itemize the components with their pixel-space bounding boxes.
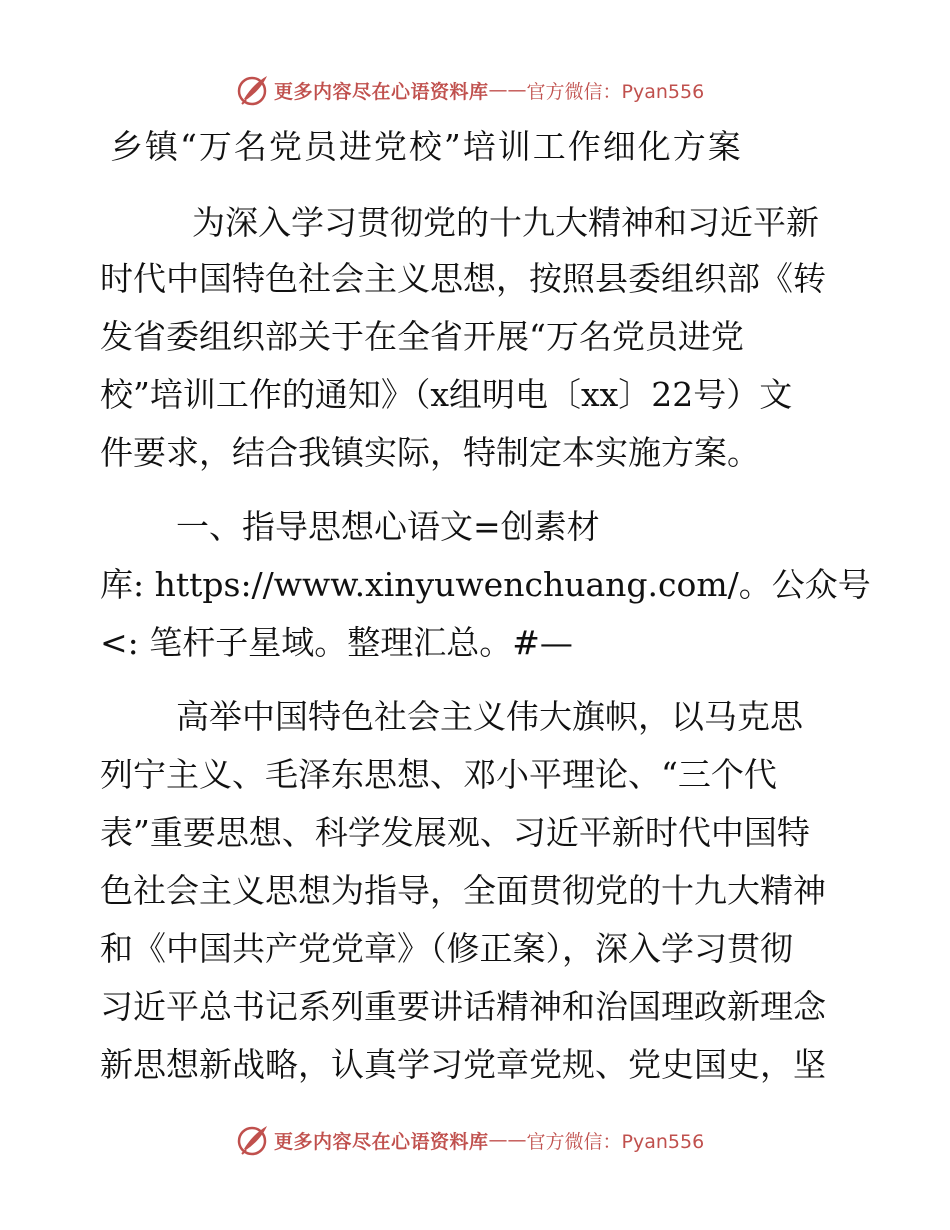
body-line: 校”培训工作的通知》（x组明电〔xx〕22号）文 (100, 375, 793, 414)
feather-pen-logo-icon (236, 1123, 270, 1157)
body-line: 件要求，结合我镇实际，特制定本实施方案。 (100, 433, 760, 472)
body-line: 表”重要思想、科学发展观、习近平新时代中国特 (100, 813, 810, 852)
section-heading: 一、指导思想心语文=创素材 (176, 507, 600, 546)
watermark-official: 官方微信：Pyan556 (526, 80, 705, 103)
body-line: 为深入学习贯彻党的十九大精神和习近平新 (192, 203, 819, 242)
watermark-official: 官方微信：Pyan556 (526, 1130, 705, 1153)
header-watermark (236, 72, 704, 108)
body-line: 色社会主义思想为指导，全面贯彻党的十九大精神 (100, 871, 826, 910)
body-line: 和《中国共产党党章》（修正案），深入学习贯彻 (100, 929, 793, 968)
body-line: 时代中国特色社会主义思想，按照县委组织部《转 (100, 259, 826, 298)
watermark-separator: —— (488, 1129, 527, 1151)
body-line: 库: https://www.xinyuwenchuang.com/。公众号 (100, 565, 871, 604)
body-line: 习近平总书记系列重要讲话精神和治国理政新理念 (100, 987, 826, 1026)
footer-watermark (236, 1122, 704, 1158)
body-line: 高举中国特色社会主义伟大旗帜，以马克思 (176, 697, 803, 736)
watermark-separator: —— (488, 79, 527, 101)
feather-pen-logo-icon (236, 73, 270, 107)
watermark-brand: 更多内容尽在心语资料库 (274, 80, 489, 103)
body-line: 列宁主义、毛泽东思想、邓小平理论、“三个代 (100, 755, 777, 794)
body-line: <: 笔杆子星域。整理汇总。#— (100, 623, 573, 662)
watermark-brand: 更多内容尽在心语资料库 (274, 1130, 489, 1153)
body-line: 发省委组织部关于在全省开展“万名党员进党 (100, 317, 744, 356)
body-line: 新思想新战略，认真学习党章党规、党史国史，坚 (100, 1045, 826, 1084)
document-title: 乡镇“万名党员进党校”培训工作细化方案 (110, 127, 743, 166)
